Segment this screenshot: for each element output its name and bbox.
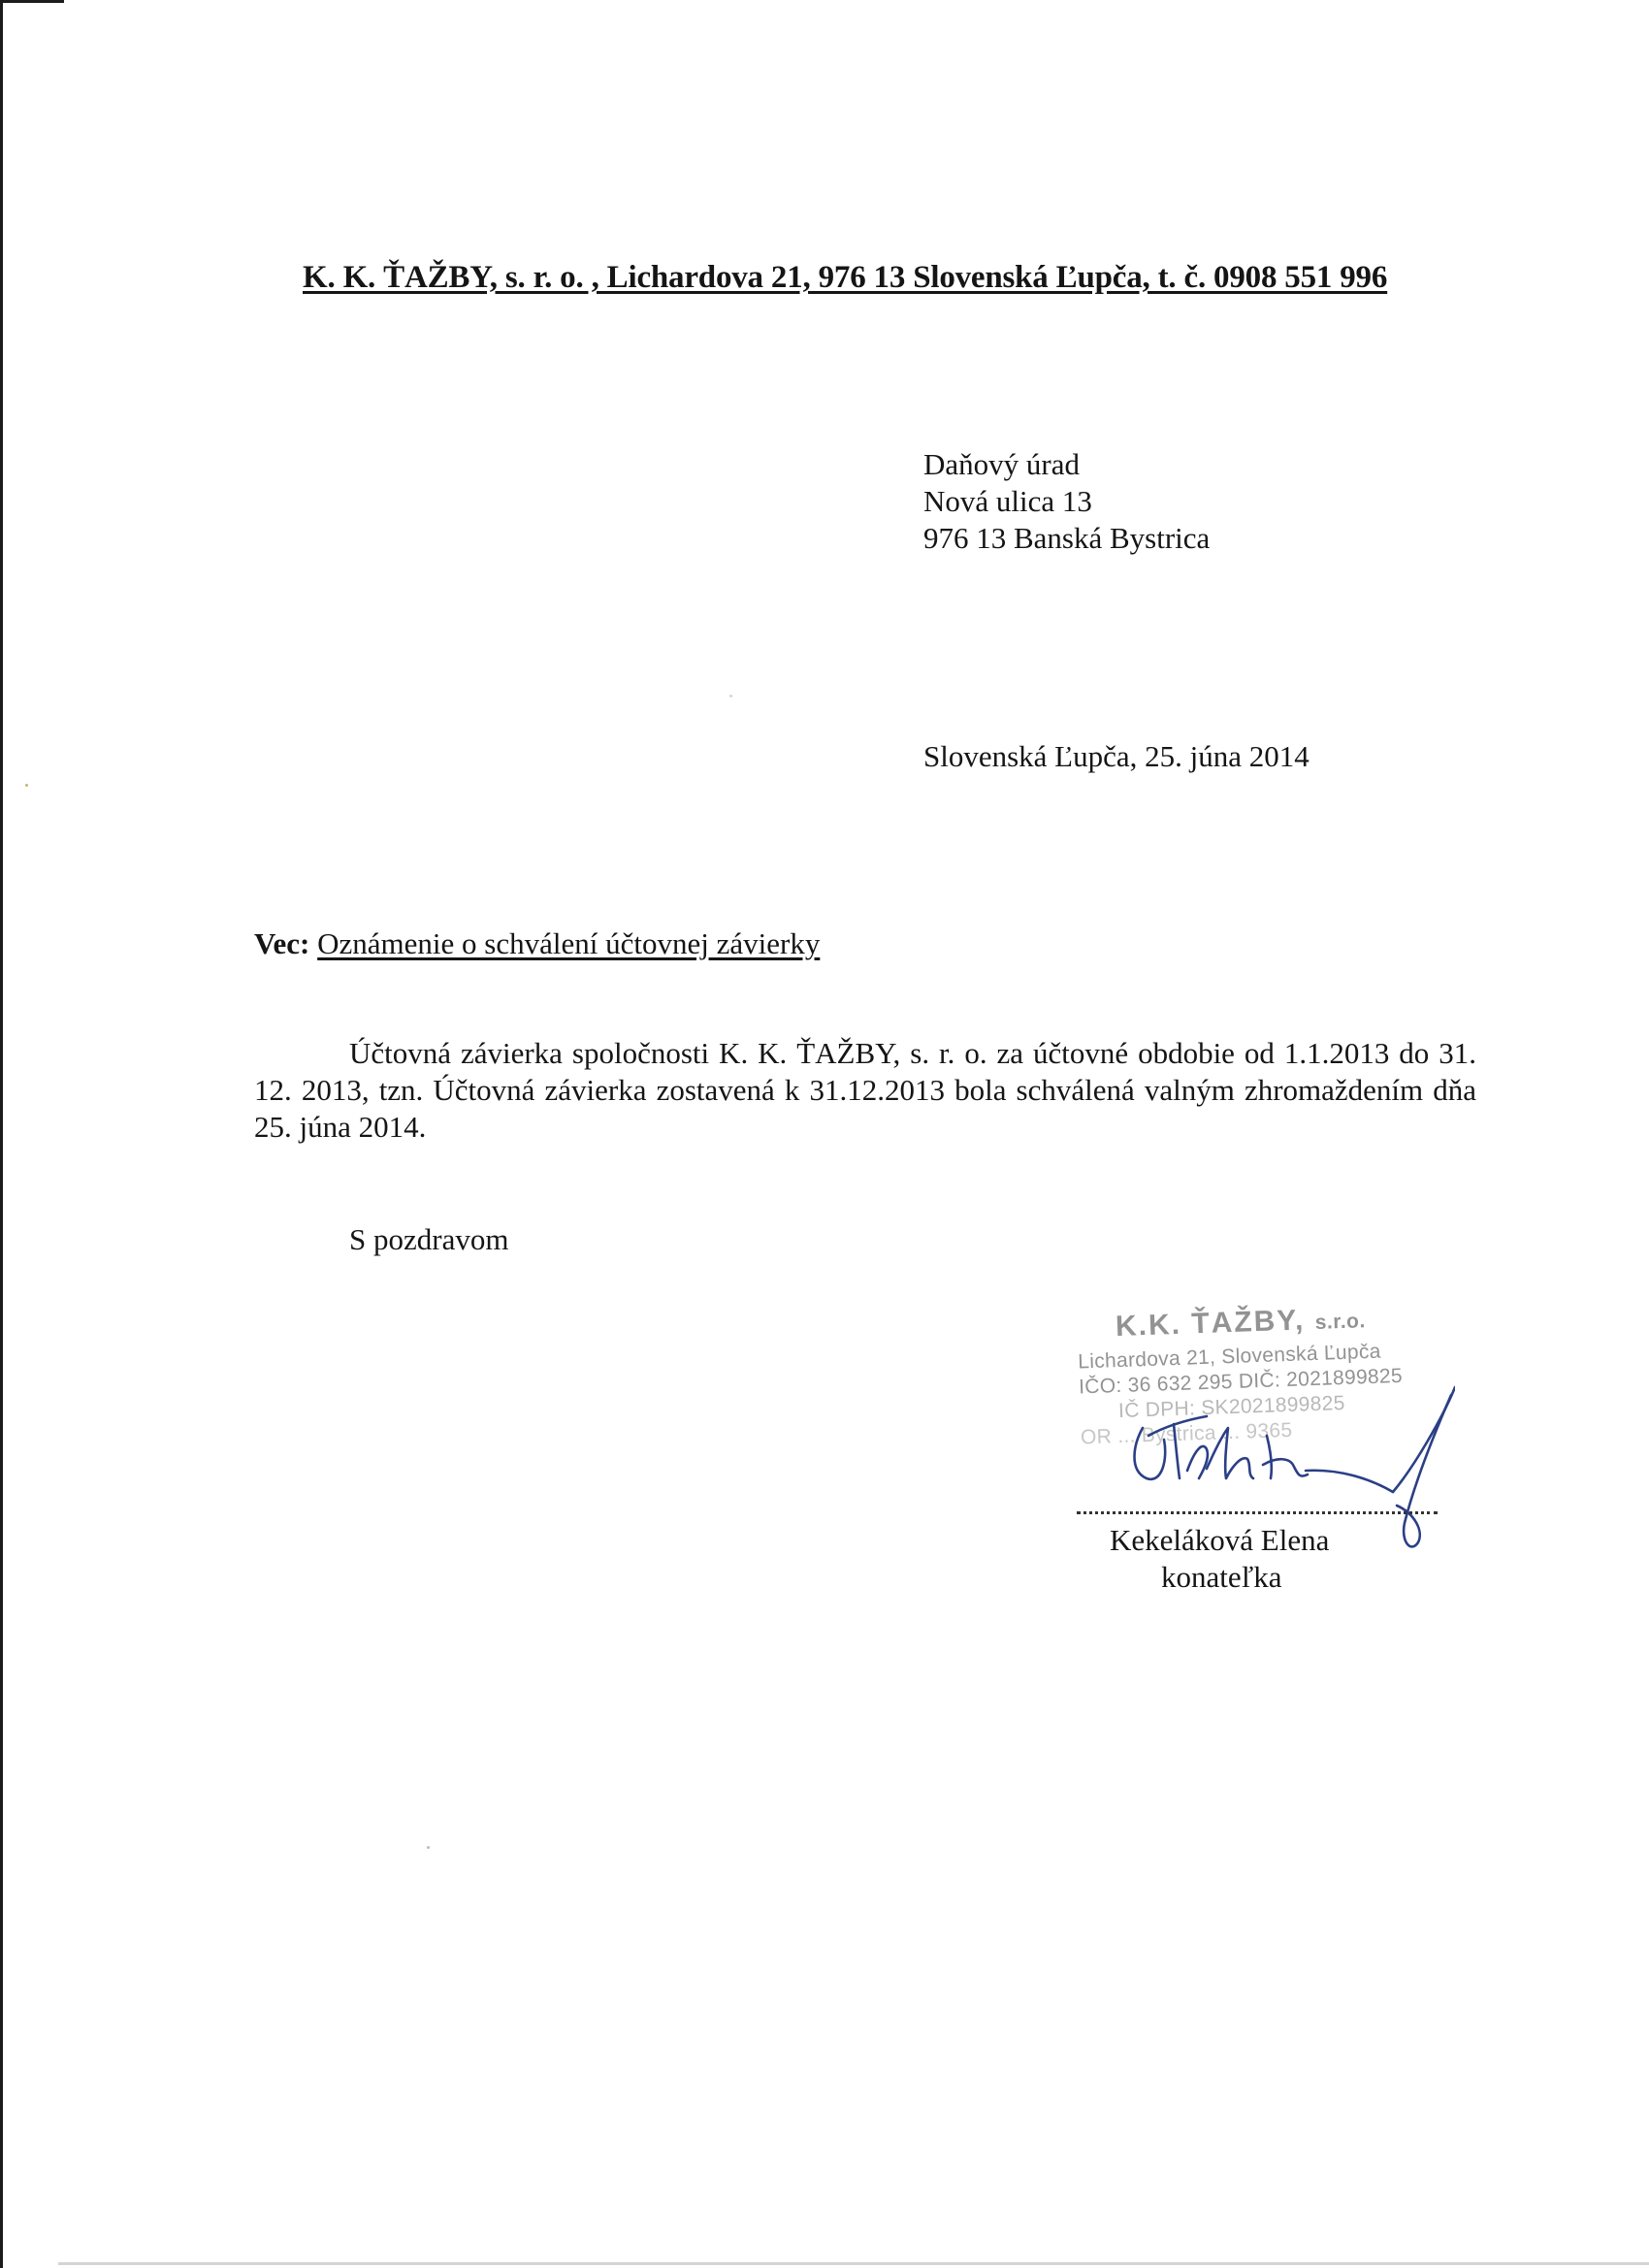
body-paragraph: Účtovná závierka spoločnosti K. K. ŤAŽBY, s. r. o. za účtovné obdobie od 1.1.2013 do 31. 12. 2013, tzn. Účtovná závierka zostavená k 31.12.2013 bola schválená valným zhromaždením dňa 25. júna 2014. (254, 1036, 1476, 1144)
greeting: S pozdravom (349, 1222, 509, 1256)
subject-line (254, 926, 820, 961)
stamp-vat-id: IČ DPH: SK2021899825 (1117, 1391, 1345, 1423)
signature-line (1077, 1511, 1438, 1514)
recipient-line-2: Nová ulica 13 (923, 484, 1092, 518)
stamp-company-name: K.K. ŤAŽBY, (1115, 1304, 1306, 1344)
signatory-name: Kekeláková Elena (1110, 1523, 1330, 1557)
recipient-line-3: 976 13 Banská Bystrica (923, 521, 1211, 555)
scan-speck (427, 1846, 430, 1849)
stamp-address: Lichardova 21, Slovenská Ľupča (1077, 1340, 1382, 1374)
subject-text: Oznámenie o schválení účtovnej závierky (317, 926, 821, 960)
scan-speck (729, 695, 732, 697)
stamp-company-suffix: s.r.o. (1314, 1310, 1367, 1334)
recipient-address (923, 446, 1210, 557)
stamp-ids: IČO: 36 632 295 DIČ: 2021899825 (1078, 1364, 1404, 1399)
place-and-date: Slovenská Ľupča, 25. júna 2014 (923, 739, 1310, 773)
stamp-register: OR ... Bystrica ... 9365 (1080, 1418, 1293, 1449)
scan-edge-bottom (58, 2262, 1649, 2265)
signatory-role: konateľka (1161, 1560, 1282, 1594)
scan-edge-left (0, 0, 3, 2268)
letterhead: K. K. ŤAŽBY, s. r. o. , Lichardova 21, 976 13 Slovenská Ľupča, t. č. 0908 551 996 (303, 260, 1388, 295)
subject-label: Vec: (254, 926, 310, 960)
scan-edge-top (0, 0, 64, 3)
recipient-line-1: Daňový úrad (923, 447, 1080, 481)
scan-speck (25, 784, 28, 787)
stamp-company (1115, 1302, 1366, 1344)
